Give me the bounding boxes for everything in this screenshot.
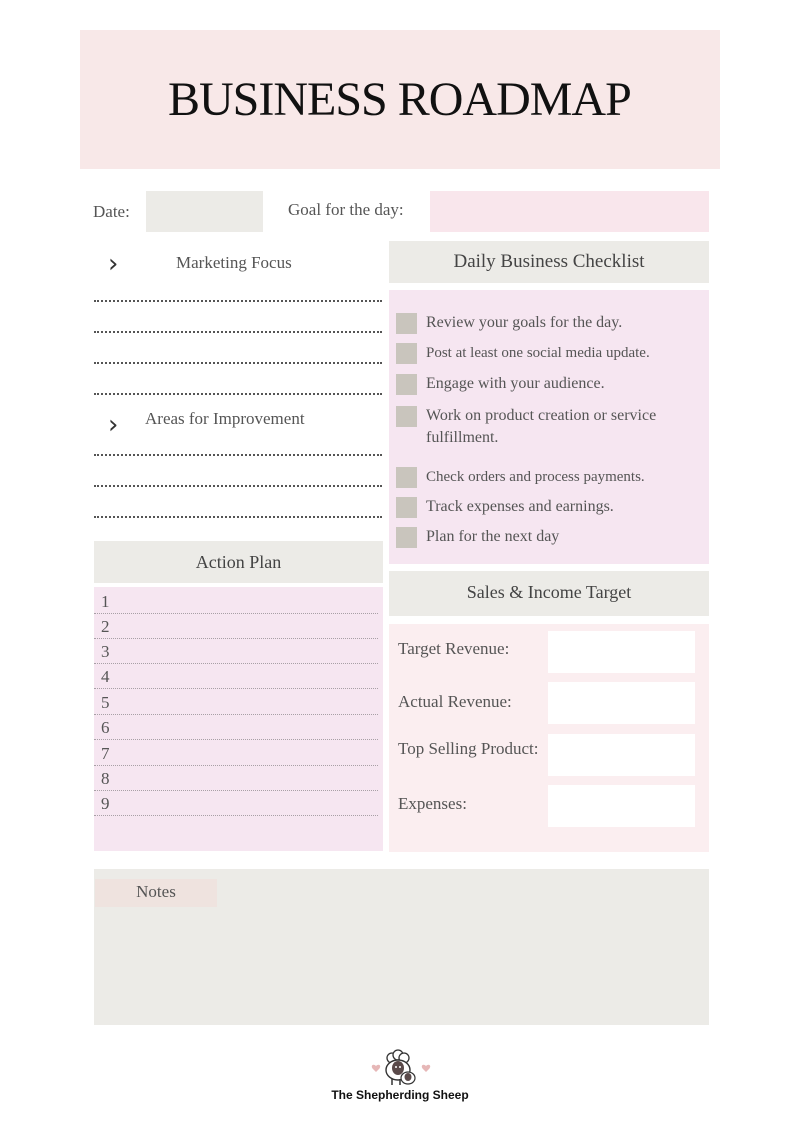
row-number: 2 <box>101 617 110 636</box>
improvement-line-3[interactable] <box>94 516 382 518</box>
action-plan-row[interactable] <box>94 663 378 689</box>
improvement-line-2[interactable] <box>94 485 382 487</box>
date-label: Date: <box>93 202 130 221</box>
chevron-right-icon: › <box>108 410 119 440</box>
row-number: 9 <box>101 794 110 813</box>
areas-improvement-label: Areas for Improvement <box>145 409 305 428</box>
checklist-item[interactable]: Engage with your audience. <box>396 373 696 395</box>
marketing-line-1[interactable] <box>94 300 382 302</box>
actual-revenue-label: Actual Revenue: <box>398 692 512 711</box>
action-plan-row[interactable] <box>94 588 378 614</box>
top-product-field[interactable] <box>548 734 695 776</box>
row-number: 4 <box>101 667 110 686</box>
action-plan-row[interactable] <box>94 765 378 791</box>
checkbox[interactable] <box>396 406 417 427</box>
row-number: 5 <box>101 693 110 712</box>
checkbox[interactable] <box>396 497 417 518</box>
checkbox[interactable] <box>396 313 417 334</box>
checkbox[interactable] <box>396 343 417 364</box>
target-revenue-label: Target Revenue: <box>398 639 510 658</box>
actual-revenue-field[interactable] <box>548 682 695 724</box>
checklist-item[interactable]: Review your goals for the day. <box>396 312 696 334</box>
brand-name: The Shepherding Sheep <box>331 1088 469 1102</box>
row-number: 8 <box>101 769 110 788</box>
action-plan-row[interactable] <box>94 714 378 740</box>
row-number: 6 <box>101 718 110 737</box>
checklist-item[interactable]: Check orders and process payments. <box>396 466 696 488</box>
marketing-line-4[interactable] <box>94 393 382 395</box>
checkbox[interactable] <box>396 467 417 488</box>
goal-field[interactable] <box>430 191 709 232</box>
chevron-right-icon: › <box>108 249 119 279</box>
row-number: 3 <box>101 642 110 661</box>
action-plan-row[interactable] <box>94 790 378 816</box>
date-field[interactable] <box>146 191 263 232</box>
checklist-item[interactable]: Post at least one social media update. <box>396 342 696 364</box>
action-plan-row[interactable] <box>94 638 378 664</box>
expenses-label: Expenses: <box>398 794 467 813</box>
checklist-title: Daily Business Checklist <box>389 241 709 283</box>
page-title: BUSINESS ROADMAP <box>168 73 631 126</box>
notes-label: Notes <box>95 879 217 907</box>
marketing-focus-label: Marketing Focus <box>176 253 292 272</box>
action-plan-title: Action Plan <box>94 541 383 583</box>
checkbox[interactable] <box>396 527 417 548</box>
checkbox[interactable] <box>396 374 417 395</box>
marketing-line-2[interactable] <box>94 331 382 333</box>
checklist-item[interactable]: Plan for the next day <box>396 526 696 548</box>
action-plan-row[interactable] <box>94 740 378 766</box>
marketing-line-3[interactable] <box>94 362 382 364</box>
sheep-logo-icon <box>370 1048 432 1093</box>
action-plan-row[interactable] <box>94 613 378 639</box>
action-plan-row[interactable] <box>94 689 378 715</box>
checklist-item[interactable]: Work on product creation or service fulfillment. <box>396 405 696 449</box>
checklist-item[interactable]: Track expenses and earnings. <box>396 496 696 518</box>
sales-title: Sales & Income Target <box>389 571 709 616</box>
goal-label: Goal for the day: <box>288 200 404 219</box>
target-revenue-field[interactable] <box>548 631 695 673</box>
expenses-field[interactable] <box>548 785 695 827</box>
row-number: 1 <box>101 592 110 611</box>
row-number: 7 <box>101 744 110 763</box>
top-product-label: Top Selling Product: <box>398 739 539 758</box>
improvement-line-1[interactable] <box>94 454 382 456</box>
